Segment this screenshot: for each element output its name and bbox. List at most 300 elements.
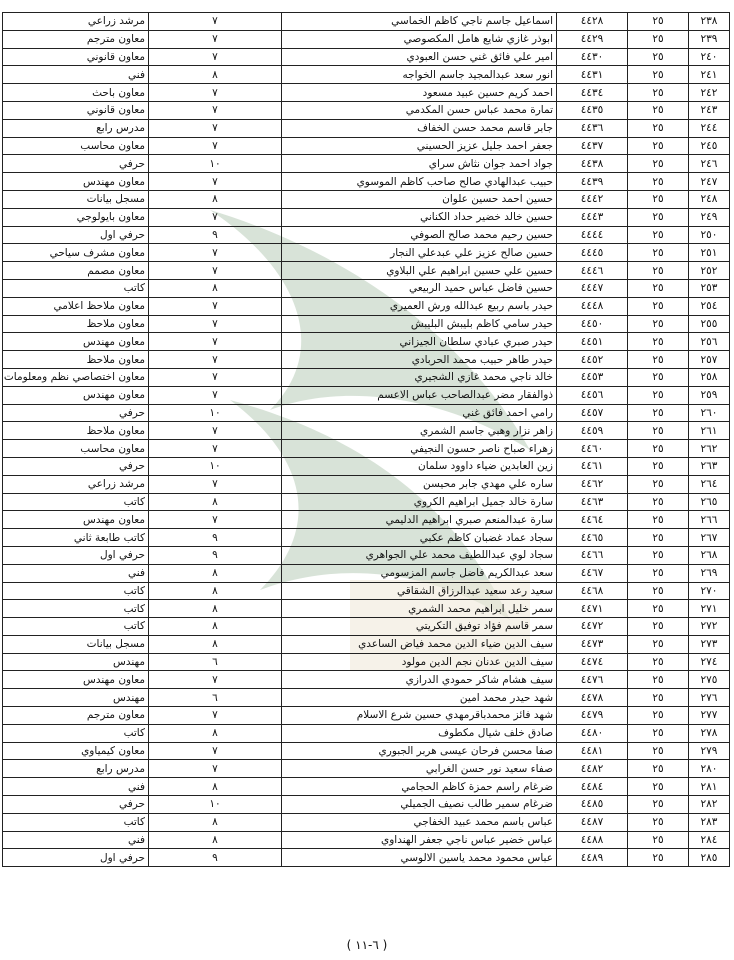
row-grade: ٢٥ xyxy=(628,689,689,707)
row-employee-name: سمر خليل ابراهيم محمد الشمري xyxy=(282,600,557,618)
row-sequence: ٢٥٦ xyxy=(689,333,730,351)
row-employee-number: ٤٤٥٣ xyxy=(557,368,628,386)
row-job-title: كاتب xyxy=(3,813,149,831)
row-job-title: معاون ملاحظ xyxy=(3,315,149,333)
row-level: ١٠ xyxy=(149,404,282,422)
row-job-title: كاتب xyxy=(3,493,149,511)
row-sequence: ٢٨٢ xyxy=(689,796,730,814)
row-level: ٨ xyxy=(149,564,282,582)
row-job-title: معاون مهندس xyxy=(3,333,149,351)
row-sequence: ٢٤١ xyxy=(689,66,730,84)
row-level: ٨ xyxy=(149,813,282,831)
row-job-title: كاتب xyxy=(3,724,149,742)
row-sequence: ٢٦٧ xyxy=(689,529,730,547)
row-employee-name: زهراء صباح ناصر حسون النجيفي xyxy=(282,440,557,458)
row-sequence: ٢٥٢ xyxy=(689,262,730,280)
row-job-title: حرفي اول xyxy=(3,546,149,564)
row-sequence: ٢٧٧ xyxy=(689,707,730,725)
row-level: ٨ xyxy=(149,778,282,796)
row-grade: ٢٥ xyxy=(628,564,689,582)
table-row xyxy=(3,511,730,529)
row-grade: ٢٥ xyxy=(628,457,689,475)
table-row xyxy=(3,831,730,849)
row-employee-name: اسماعيل جاسم ناجي كاظم الخماسي xyxy=(282,13,557,31)
row-level: ٧ xyxy=(149,671,282,689)
row-employee-number: ٤٤٤٤ xyxy=(557,226,628,244)
row-job-title: معاون قانوني xyxy=(3,101,149,119)
row-job-title: حرفي اول xyxy=(3,849,149,867)
row-level: ٨ xyxy=(149,190,282,208)
row-sequence: ٢٤٢ xyxy=(689,84,730,102)
row-grade: ٢٥ xyxy=(628,529,689,547)
row-job-title: فني xyxy=(3,831,149,849)
row-employee-number: ٤٤٣٠ xyxy=(557,48,628,66)
row-sequence: ٢٥٥ xyxy=(689,315,730,333)
table-row xyxy=(3,297,730,315)
table-body xyxy=(3,13,730,867)
row-job-title: معاون ملاحظ xyxy=(3,422,149,440)
row-job-title: معاون بايولوجي xyxy=(3,208,149,226)
row-level: ٧ xyxy=(149,368,282,386)
row-employee-name: حيدر طاهر حبيب محمد الحربادي xyxy=(282,351,557,369)
row-level: ٦ xyxy=(149,689,282,707)
row-employee-number: ٤٤٧١ xyxy=(557,600,628,618)
row-grade: ٢٥ xyxy=(628,315,689,333)
row-employee-name: سعد عبدالكريم فاضل جاسم المزسومي xyxy=(282,564,557,582)
row-employee-number: ٤٤٣٩ xyxy=(557,173,628,191)
table-row xyxy=(3,351,730,369)
row-level: ٩ xyxy=(149,849,282,867)
row-job-title: معاون كيمياوي xyxy=(3,742,149,760)
row-grade: ٢٥ xyxy=(628,493,689,511)
row-grade: ٢٥ xyxy=(628,84,689,102)
row-employee-name: ذوالفقار مضر عبدالصاحب عباس الاعسم xyxy=(282,386,557,404)
row-level: ٧ xyxy=(149,30,282,48)
table-row xyxy=(3,689,730,707)
table-row xyxy=(3,137,730,155)
row-job-title: معاون باحث xyxy=(3,84,149,102)
row-level: ٧ xyxy=(149,386,282,404)
row-grade: ٢٥ xyxy=(628,707,689,725)
row-level: ٧ xyxy=(149,173,282,191)
row-sequence: ٢٤٨ xyxy=(689,190,730,208)
row-level: ٧ xyxy=(149,440,282,458)
row-employee-number: ٤٤٣٦ xyxy=(557,119,628,137)
row-employee-number: ٤٤٦١ xyxy=(557,457,628,475)
table-row xyxy=(3,30,730,48)
row-job-title: معاون مهندس xyxy=(3,173,149,191)
row-grade: ٢٥ xyxy=(628,333,689,351)
row-sequence: ٢٥٩ xyxy=(689,386,730,404)
row-employee-number: ٤٤٥١ xyxy=(557,333,628,351)
row-grade: ٢٥ xyxy=(628,831,689,849)
row-level: ٧ xyxy=(149,422,282,440)
table-row xyxy=(3,66,730,84)
row-employee-number: ٤٤٦٣ xyxy=(557,493,628,511)
row-level: ٧ xyxy=(149,297,282,315)
table-row xyxy=(3,529,730,547)
row-level: ٧ xyxy=(149,262,282,280)
row-employee-number: ٤٤٦٧ xyxy=(557,564,628,582)
row-employee-name: ابوذر غازي شايع هامل المكصوصي xyxy=(282,30,557,48)
row-job-title: مرشد زراعي xyxy=(3,13,149,31)
table-row xyxy=(3,778,730,796)
row-job-title: فني xyxy=(3,778,149,796)
table-row xyxy=(3,101,730,119)
row-employee-number: ٤٤٧٨ xyxy=(557,689,628,707)
row-grade: ٢٥ xyxy=(628,279,689,297)
row-employee-number: ٤٤٣٨ xyxy=(557,155,628,173)
row-grade: ٢٥ xyxy=(628,208,689,226)
row-job-title: معاون مهندس xyxy=(3,511,149,529)
row-employee-name: حسين احمد حسين علوان xyxy=(282,190,557,208)
row-employee-number: ٤٤٨٠ xyxy=(557,724,628,742)
row-employee-name: سارة عبدالمنعم صبري ابراهيم الدليمي xyxy=(282,511,557,529)
row-employee-name: شهد حيدر محمد امين xyxy=(282,689,557,707)
row-employee-number: ٤٤٣٤ xyxy=(557,84,628,102)
row-level: ١٠ xyxy=(149,796,282,814)
row-grade: ٢٥ xyxy=(628,48,689,66)
row-employee-name: عباس خضير عباس ناجي جعفر الهنداوي xyxy=(282,831,557,849)
row-sequence: ٢٦٥ xyxy=(689,493,730,511)
row-level: ٧ xyxy=(149,244,282,262)
table-row xyxy=(3,386,730,404)
row-grade: ٢٥ xyxy=(628,368,689,386)
row-level: ٨ xyxy=(149,635,282,653)
table-row xyxy=(3,368,730,386)
row-level: ٨ xyxy=(149,582,282,600)
row-grade: ٢٥ xyxy=(628,813,689,831)
row-employee-name: حيدر باسم ربيع عبدالله ورش العميري xyxy=(282,297,557,315)
row-job-title: معاون مترجم xyxy=(3,30,149,48)
row-grade: ٢٥ xyxy=(628,101,689,119)
table-row xyxy=(3,849,730,867)
row-level: ٧ xyxy=(149,351,282,369)
row-job-title: فني xyxy=(3,66,149,84)
row-sequence: ٢٨٣ xyxy=(689,813,730,831)
row-employee-number: ٤٤٣٧ xyxy=(557,137,628,155)
row-grade: ٢٥ xyxy=(628,262,689,280)
row-grade: ٢٥ xyxy=(628,475,689,493)
row-level: ٧ xyxy=(149,101,282,119)
row-employee-name: صفا محسن فرحان عيسى هربر الجبوري xyxy=(282,742,557,760)
row-job-title: حرفي xyxy=(3,155,149,173)
row-grade: ٢٥ xyxy=(628,618,689,636)
row-grade: ٢٥ xyxy=(628,422,689,440)
row-employee-number: ٤٤٤٣ xyxy=(557,208,628,226)
row-employee-number: ٤٤٨٤ xyxy=(557,778,628,796)
row-grade: ٢٥ xyxy=(628,742,689,760)
row-job-title: معاون ملاحظ اعلامي xyxy=(3,297,149,315)
row-sequence: ٢٤٤ xyxy=(689,119,730,137)
row-sequence: ٢٧٦ xyxy=(689,689,730,707)
row-employee-number: ٤٤٥٩ xyxy=(557,422,628,440)
row-grade: ٢٥ xyxy=(628,440,689,458)
row-employee-number: ٤٤٢٨ xyxy=(557,13,628,31)
row-grade: ٢٥ xyxy=(628,582,689,600)
row-job-title: مرشد زراعي xyxy=(3,475,149,493)
row-employee-number: ٤٤٤٧ xyxy=(557,279,628,297)
row-grade: ٢٥ xyxy=(628,244,689,262)
row-grade: ٢٥ xyxy=(628,119,689,137)
row-grade: ٢٥ xyxy=(628,351,689,369)
row-job-title: مسجل بيانات xyxy=(3,190,149,208)
table-row xyxy=(3,475,730,493)
row-employee-name: زين العابدين ضياء داوود سلمان xyxy=(282,457,557,475)
row-level: ٨ xyxy=(149,279,282,297)
row-level: ٨ xyxy=(149,493,282,511)
row-sequence: ٢٤٧ xyxy=(689,173,730,191)
row-job-title: معاون محاسب xyxy=(3,440,149,458)
row-sequence: ٢٦٢ xyxy=(689,440,730,458)
row-employee-number: ٤٤٧٤ xyxy=(557,653,628,671)
table-row xyxy=(3,279,730,297)
row-level: ٩ xyxy=(149,226,282,244)
row-employee-name: سارة خالد جميل ابراهيم الكروي xyxy=(282,493,557,511)
row-employee-number: ٤٤٤٨ xyxy=(557,297,628,315)
row-employee-number: ٤٤٧٣ xyxy=(557,635,628,653)
table-row xyxy=(3,493,730,511)
row-job-title: حرفي اول xyxy=(3,226,149,244)
row-employee-number: ٤٤٨٩ xyxy=(557,849,628,867)
row-job-title: كاتب xyxy=(3,600,149,618)
row-job-title: حرفي xyxy=(3,404,149,422)
row-grade: ٢٥ xyxy=(628,653,689,671)
row-level: ٧ xyxy=(149,475,282,493)
row-employee-name: شهد فائز محمدباقرمهدي حسين شرع الاسلام xyxy=(282,707,557,725)
row-employee-number: ٤٤٦٨ xyxy=(557,582,628,600)
row-grade: ٢٥ xyxy=(628,66,689,84)
row-employee-name: حبيب عبدالهادي صالح صاحب كاظم الموسوي xyxy=(282,173,557,191)
row-level: ٧ xyxy=(149,742,282,760)
row-level: ٧ xyxy=(149,137,282,155)
row-employee-name: حسين رحيم محمد صالح الصوفي xyxy=(282,226,557,244)
table-row xyxy=(3,618,730,636)
table-row xyxy=(3,262,730,280)
table-row xyxy=(3,724,730,742)
row-sequence: ٢٧٣ xyxy=(689,635,730,653)
row-level: ١٠ xyxy=(149,457,282,475)
row-employee-number: ٤٤٤٢ xyxy=(557,190,628,208)
row-sequence: ٢٥٣ xyxy=(689,279,730,297)
row-level: ٨ xyxy=(149,618,282,636)
row-grade: ٢٥ xyxy=(628,404,689,422)
row-grade: ٢٥ xyxy=(628,226,689,244)
row-employee-number: ٤٤٤٥ xyxy=(557,244,628,262)
row-job-title: معاون مشرف سياحي xyxy=(3,244,149,262)
row-employee-number: ٤٤٨٢ xyxy=(557,760,628,778)
row-job-title: مهندس xyxy=(3,653,149,671)
row-sequence: ٢٤٦ xyxy=(689,155,730,173)
row-employee-name: ضرغام راسم حمزة كاظم الحجامي xyxy=(282,778,557,796)
row-sequence: ٢٣٩ xyxy=(689,30,730,48)
row-job-title: معاون مصمم xyxy=(3,262,149,280)
row-sequence: ٢٧١ xyxy=(689,600,730,618)
row-employee-number: ٤٤٤٦ xyxy=(557,262,628,280)
row-grade: ٢٥ xyxy=(628,546,689,564)
row-level: ٧ xyxy=(149,707,282,725)
row-employee-name: سعيد رعد سعيد عبدالرزاق الشقاقي xyxy=(282,582,557,600)
row-sequence: ٢٦٩ xyxy=(689,564,730,582)
row-employee-name: حيدر سامي كاظم بليبش البليبش xyxy=(282,315,557,333)
row-grade: ٢٥ xyxy=(628,13,689,31)
row-grade: ٢٥ xyxy=(628,849,689,867)
row-employee-name: امير علي فائق غني حسن العبودي xyxy=(282,48,557,66)
row-job-title: كاتب xyxy=(3,582,149,600)
row-employee-name: رامي احمد فائق غني xyxy=(282,404,557,422)
row-grade: ٢٥ xyxy=(628,173,689,191)
employee-table xyxy=(2,12,730,867)
row-sequence: ٢٥٧ xyxy=(689,351,730,369)
row-employee-number: ٤٤٥٦ xyxy=(557,386,628,404)
table-row xyxy=(3,635,730,653)
row-job-title: معاون مهندس xyxy=(3,386,149,404)
table-row xyxy=(3,653,730,671)
row-level: ٨ xyxy=(149,66,282,84)
row-job-title: كاتب xyxy=(3,618,149,636)
row-sequence: ٢٧٠ xyxy=(689,582,730,600)
row-employee-number: ٤٤٥٠ xyxy=(557,315,628,333)
row-sequence: ٢٧٢ xyxy=(689,618,730,636)
table-row xyxy=(3,173,730,191)
row-employee-name: حيدر صبري عبادي سلطان الجيزاني xyxy=(282,333,557,351)
row-job-title: معاون مهندس xyxy=(3,671,149,689)
row-sequence: ٢٨٠ xyxy=(689,760,730,778)
row-employee-number: ٤٤٦٤ xyxy=(557,511,628,529)
row-employee-name: صادق خلف شيال مكطوف xyxy=(282,724,557,742)
row-sequence: ٢٤٣ xyxy=(689,101,730,119)
row-grade: ٢٥ xyxy=(628,796,689,814)
row-sequence: ٢٧٩ xyxy=(689,742,730,760)
table-row xyxy=(3,813,730,831)
row-job-title: مهندس xyxy=(3,689,149,707)
row-employee-number: ٤٤٨٨ xyxy=(557,831,628,849)
row-sequence: ٢٥٤ xyxy=(689,297,730,315)
row-level: ٧ xyxy=(149,315,282,333)
row-sequence: ٢٥١ xyxy=(689,244,730,262)
row-level: ٧ xyxy=(149,84,282,102)
row-sequence: ٢٦٨ xyxy=(689,546,730,564)
row-job-title: معاون اختصاصي نظم ومعلومات xyxy=(3,368,149,386)
row-employee-number: ٤٤٦٦ xyxy=(557,546,628,564)
row-job-title: كاتب xyxy=(3,279,149,297)
row-sequence: ٢٥٨ xyxy=(689,368,730,386)
row-employee-name: تمارة محمد عباس حسن المكدمي xyxy=(282,101,557,119)
row-employee-name: سيف الدين ضياء الدين محمد فياض الساعدي xyxy=(282,635,557,653)
table-row xyxy=(3,600,730,618)
row-job-title: معاون ملاحظ xyxy=(3,351,149,369)
table-row xyxy=(3,742,730,760)
table-row xyxy=(3,546,730,564)
row-grade: ٢٥ xyxy=(628,635,689,653)
table-row xyxy=(3,796,730,814)
row-grade: ٢٥ xyxy=(628,724,689,742)
row-employee-number: ٤٤٧٢ xyxy=(557,618,628,636)
row-level: ٨ xyxy=(149,724,282,742)
row-grade: ٢٥ xyxy=(628,511,689,529)
row-employee-number: ٤٤٥٢ xyxy=(557,351,628,369)
table-row xyxy=(3,564,730,582)
row-job-title: مدرس رابع xyxy=(3,760,149,778)
row-sequence: ٢٧٥ xyxy=(689,671,730,689)
row-employee-number: ٤٤٦٠ xyxy=(557,440,628,458)
row-level: ٦ xyxy=(149,653,282,671)
row-grade: ٢٥ xyxy=(628,600,689,618)
row-level: ٨ xyxy=(149,831,282,849)
row-employee-number: ٤٤٦٢ xyxy=(557,475,628,493)
row-employee-name: سجاد لوي عبداللطيف محمد علي الجواهري xyxy=(282,546,557,564)
row-sequence: ٢٨٤ xyxy=(689,831,730,849)
row-grade: ٢٥ xyxy=(628,297,689,315)
row-employee-name: انور سعد عبدالمجيد جاسم الخواجه xyxy=(282,66,557,84)
table-row xyxy=(3,582,730,600)
row-grade: ٢٥ xyxy=(628,155,689,173)
row-grade: ٢٥ xyxy=(628,137,689,155)
row-sequence: ٢٧٤ xyxy=(689,653,730,671)
table-row xyxy=(3,244,730,262)
row-sequence: ٢٣٨ xyxy=(689,13,730,31)
row-employee-name: احمد كريم حسين عبيد مسعود xyxy=(282,84,557,102)
row-level: ٧ xyxy=(149,511,282,529)
row-employee-name: صفاء سعيد نور حسن الغرابي xyxy=(282,760,557,778)
row-employee-name: جعفر احمد جليل عزيز الحسيني xyxy=(282,137,557,155)
row-level: ٧ xyxy=(149,13,282,31)
row-job-title: معاون مترجم xyxy=(3,707,149,725)
row-employee-name: زاهر نزار وهبي جاسم الشمري xyxy=(282,422,557,440)
row-employee-name: سمر قاسم فؤاد توفيق التكريتي xyxy=(282,618,557,636)
row-employee-number: ٤٤٦٥ xyxy=(557,529,628,547)
table-row xyxy=(3,707,730,725)
table-row xyxy=(3,119,730,137)
table-row xyxy=(3,760,730,778)
row-employee-name: حسين فاضل عباس حميد الربيعي xyxy=(282,279,557,297)
row-employee-name: سيف الدين عدنان نجم الدين مولود xyxy=(282,653,557,671)
table-row xyxy=(3,671,730,689)
row-sequence: ٢٤٥ xyxy=(689,137,730,155)
row-level: ٩ xyxy=(149,529,282,547)
row-job-title: مسجل بيانات xyxy=(3,635,149,653)
row-job-title: فني xyxy=(3,564,149,582)
row-grade: ٢٥ xyxy=(628,778,689,796)
row-grade: ٢٥ xyxy=(628,386,689,404)
row-sequence: ٢٦٠ xyxy=(689,404,730,422)
row-level: ٧ xyxy=(149,48,282,66)
row-level: ١٠ xyxy=(149,155,282,173)
row-employee-number: ٤٤٣١ xyxy=(557,66,628,84)
row-job-title: معاون محاسب xyxy=(3,137,149,155)
row-employee-number: ٤٤٨٧ xyxy=(557,813,628,831)
row-sequence: ٢٧٨ xyxy=(689,724,730,742)
table-row xyxy=(3,226,730,244)
row-employee-number: ٤٤٧٦ xyxy=(557,671,628,689)
row-grade: ٢٥ xyxy=(628,190,689,208)
row-sequence: ٢٨١ xyxy=(689,778,730,796)
row-level: ٧ xyxy=(149,760,282,778)
row-level: ٧ xyxy=(149,119,282,137)
row-job-title: كاتب طابعة ثاني xyxy=(3,529,149,547)
row-sequence: ٢٤٠ xyxy=(689,48,730,66)
row-grade: ٢٥ xyxy=(628,671,689,689)
table-row xyxy=(3,190,730,208)
row-grade: ٢٥ xyxy=(628,30,689,48)
row-sequence: ٢٦١ xyxy=(689,422,730,440)
row-job-title: حرفي xyxy=(3,457,149,475)
row-level: ٨ xyxy=(149,600,282,618)
row-sequence: ٢٦٤ xyxy=(689,475,730,493)
row-level: ٧ xyxy=(149,333,282,351)
row-employee-name: عباس باسم محمد عبيد الخفاجي xyxy=(282,813,557,831)
row-sequence: ٢٨٥ xyxy=(689,849,730,867)
